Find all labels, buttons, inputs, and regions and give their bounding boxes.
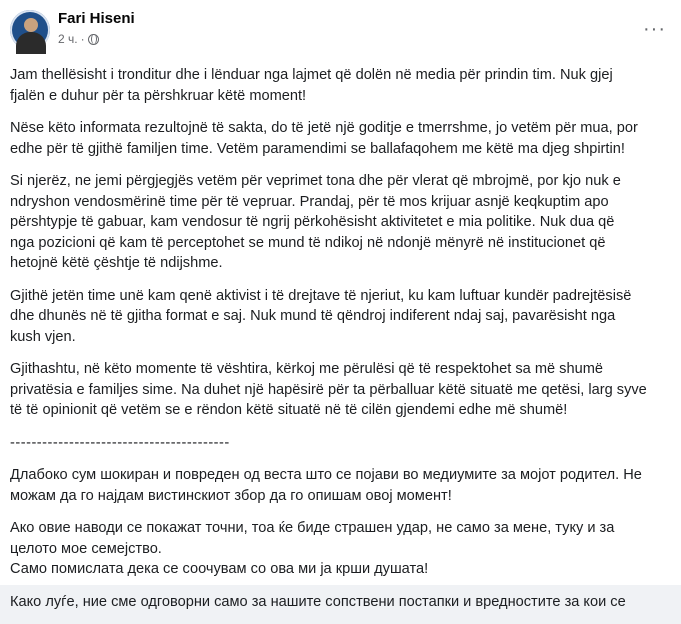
text-line: nga pozicioni që kam të perceptohet se mund të ndikoj në ndonjë mënyrë në institucionet që [10, 234, 606, 251]
text-line: ndryshon vendosmërinë time për të vepruar. Prandaj, për të mos krijuar asnjë keqkuptim apo [10, 193, 609, 210]
text-line: hetojnë këtë çështje të ndijshme. [10, 255, 223, 271]
avatar[interactable] [10, 10, 50, 50]
text-line: fjalën e duhur për ta përshkruar këtë moment! [10, 87, 307, 104]
text-line: të të opinionit që vetëm se e rëndon këtë situatë në të cilën gjendemi edhe më shumë! [10, 402, 568, 418]
post-meta [58, 32, 99, 46]
text-separator: ----------------------------------------- [10, 434, 230, 451]
text-line: kush vjen. [10, 328, 76, 345]
more-horizontal-icon[interactable]: ··· [643, 18, 666, 40]
post-header [10, 10, 670, 60]
paragraph-5 [10, 359, 678, 421]
text-line: можам да го најдам вистинскиот збор да го опишам овој момент! [10, 487, 452, 504]
globe-icon [88, 34, 99, 45]
author-name[interactable]: Fari Hiseni [58, 10, 135, 27]
text-line: edhe për të gjithë familjen time. Vetëm paramendimi se ballafaqohem me këtë ma djeg shpirtin! [10, 140, 625, 157]
paragraph-2 [10, 118, 678, 159]
post-time[interactable]: 2 ч. [58, 32, 78, 46]
text-line: dhe dhunës në të gjitha format e saj. Nuk mund të qëndroj indiferent ndaj saj, pavarësisht nga [10, 308, 616, 324]
text-line: целото мое семејство. [10, 540, 162, 557]
meta-separator: · [80, 32, 85, 46]
text-line: Gjithashtu, në këto momente të vështira, kërkoj me përulësi që të respektohet sa më shumë [10, 361, 603, 377]
paragraph-mk-2 [10, 518, 678, 580]
text-line: Si njerëz, ne jemi përgjegjës vetëm për veprimet tona dhe për vlerat që mbrojmë, por kjo nuk e [10, 173, 621, 189]
paragraph-3 [10, 171, 678, 274]
text-line: Gjithë jetën time unë kam qenë aktivist i të drejtave të njeriut, ku kam luftuar kundër padrejtësisë [10, 287, 632, 304]
text-line: privatësia e familjes sime. Na duhet një hapësirë për ta përballuar këtë situatë me qetësi, larg syve [10, 381, 647, 398]
paragraph-4 [10, 286, 678, 348]
text-line: Длабоко сум шокиран и повреден од веста што се појави во медиумите за мојот родител. Не [10, 467, 642, 483]
paragraph-mk-1 [10, 465, 678, 506]
paragraph-mk-3 [10, 592, 678, 613]
avatar-head [24, 18, 38, 32]
text-line: përshtypje të gabuar, kam vendosur të ngrij përkohësisht aktivitetet e mia politike. Nuk dua që [10, 214, 615, 230]
text-line: Jam thellësisht i tronditur dhe i lënduar nga lajmet që dolën në media për prindin tim. Nuk gjej [10, 67, 613, 83]
paragraph-1 [10, 65, 678, 106]
avatar-shoulders [16, 32, 46, 54]
text-line: Само помислата дека се соочувам со ова ми ја крши душата! [10, 561, 429, 577]
text-line: Како луѓе, ние сме одговорни само за нашите сопствени постапки и вредностите за кои се [10, 593, 626, 610]
post-body [10, 65, 678, 624]
text-line: Nëse këto informata rezultojnë të sakta, do të jetë një goditje e tmerrshme, jo vetëm për mua, por [10, 120, 638, 136]
text-line: Ако овие наводи се покажат точни, тоа ќе биде страшен удар, не само за мене, туку и за [10, 520, 615, 536]
